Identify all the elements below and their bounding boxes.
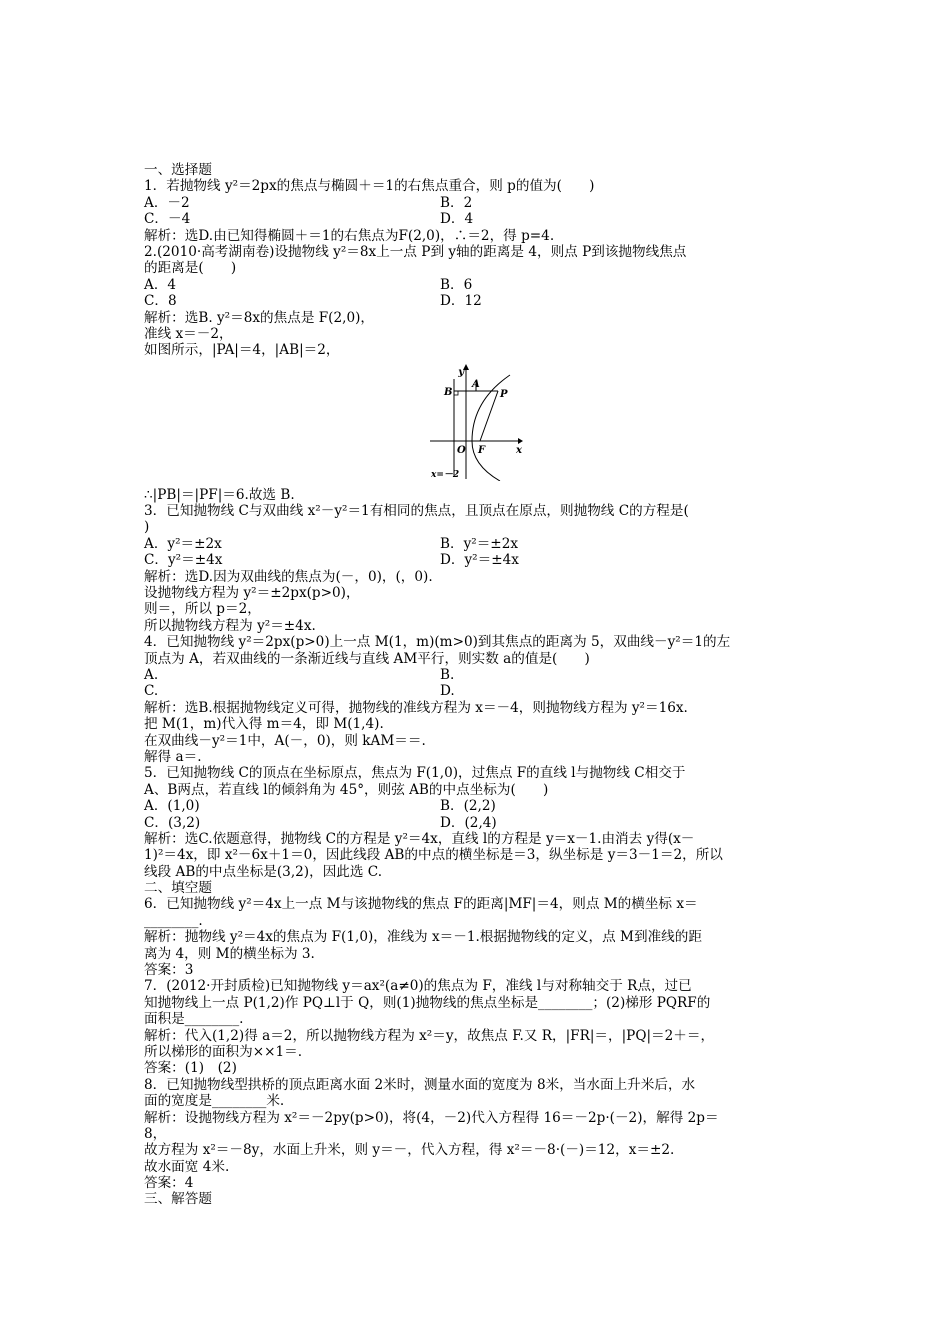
options-row <box>144 683 814 699</box>
option-a: A. <box>144 666 159 683</box>
options-row <box>144 552 814 568</box>
option-b: B．6 <box>440 276 473 293</box>
answer-line: 答案：4 <box>144 1175 194 1192</box>
option-c: C．(3,2) <box>144 814 201 831</box>
solution-line: 离为 4，则 M的横坐标为 3. <box>144 945 315 962</box>
solution-line: 解析：选B. y²＝8x的焦点是 F(2,0)， <box>144 309 374 326</box>
question-8-cont: 面的宽度是________米. <box>144 1093 285 1110</box>
parabola-diagram <box>428 361 524 481</box>
solution-line: 解析：选D.因为双曲线的焦点为(－，0)，(，0). <box>144 568 433 585</box>
option-c: C．8 <box>144 293 177 310</box>
option-d: D．(2,4) <box>440 814 497 831</box>
document-body <box>144 162 814 1208</box>
solution-line: 在双曲线－y²＝1中，A(－，0)，则 kAM＝＝. <box>144 732 426 749</box>
solution-line: 准线 x＝－2， <box>144 325 233 342</box>
option-d: D. <box>440 683 455 700</box>
question-7-cont: 知抛物线上一点 P(1,2)作 PQ⊥l于 Q，则(1)抛物线的焦点坐标是________；(2)梯形 PQRF的 <box>144 994 711 1011</box>
question-4-cont: 顶点为 A，若双曲线的一条渐近线与直线 AM平行，则实数 a的值是( ) <box>144 650 590 667</box>
question-1: 1．若抛物线 y²＝2px的焦点与椭圆＋＝1的右焦点重合，则 p的值为( ) <box>144 178 595 195</box>
options-row <box>144 277 814 293</box>
solution-line: 如图所示，|PA|＝4，|AB|＝2， <box>144 342 340 359</box>
solution-line: 1)²＝4x，即 x²－6x＋1＝0，因此线段 AB的中点的横坐标是＝3，纵坐标是 y＝3－1＝2，所以 <box>144 847 723 864</box>
label-b: B <box>444 386 453 398</box>
question-6: 6．已知抛物线 y²＝4x上一点 M与该抛物线的焦点 F的距离|MF|＝4，则点 M的横坐标 x＝ <box>144 896 698 913</box>
option-a: A．4 <box>144 276 177 293</box>
solution-line: 解析：抛物线 y²＝4x的焦点为 F(1,0)，准线为 x＝－1.根据抛物线的定义，点 M到准线的距 <box>144 929 702 946</box>
option-c: C．y²＝±4x <box>144 552 223 569</box>
section-heading: 一、选择题 <box>144 162 212 178</box>
solution-line: 解析：选D.由已知得椭圆＋＝1的右焦点为F(2,0)，∴＝2，得 p=4. <box>144 227 555 244</box>
solution-line: 设抛物线方程为 y²＝±2px(p>0)， <box>144 585 360 602</box>
solution-line: 8， <box>144 1125 167 1142</box>
option-b: B. <box>440 666 455 683</box>
label-x: x <box>516 444 522 456</box>
answer-line: 答案：3 <box>144 962 194 979</box>
label-y: y <box>458 366 464 378</box>
solution-line: 把 M(1，m)代入得 m＝4，即 M(1,4). <box>144 716 384 733</box>
options-row <box>144 815 814 831</box>
right-angle-mark <box>454 391 458 395</box>
solution-line: 故水面宽 4米. <box>144 1158 230 1175</box>
label-f: F <box>478 444 486 456</box>
options-row <box>144 293 814 309</box>
options-row <box>144 798 814 814</box>
label-o: O <box>457 444 466 456</box>
segment-pf <box>480 391 498 441</box>
options-row <box>144 536 814 552</box>
label-a: A <box>472 378 480 390</box>
option-a: A．(1,0) <box>144 798 200 815</box>
option-d: D．y²＝±4x <box>440 552 519 569</box>
solution-line: 所以抛物线方程为 y²＝±4x. <box>144 617 316 634</box>
options-row <box>144 195 814 211</box>
options-row <box>144 667 814 683</box>
option-c: C．－4 <box>144 211 191 228</box>
solution-line: 线段 AB的中点坐标是(3,2)，因此选 C. <box>144 863 383 880</box>
label-directrix: x=－2 <box>431 469 460 480</box>
option-b: B．2 <box>440 194 473 211</box>
option-b: B．(2,2) <box>440 798 496 815</box>
option-c: C. <box>144 683 159 700</box>
question-5-cont: A、B两点，若直线 l的倾斜角为 45°，则弦 AB的中点坐标为( ) <box>144 781 549 798</box>
question-7: 7．(2012·开封质检)已知抛物线 y＝ax²(a≠0)的焦点为 F，准线 l与对称轴交于 R点，过已 <box>144 978 692 995</box>
question-4: 4．已知抛物线 y²＝2px(p>0)上一点 M(1，m)(m>0)到其焦点的距离为 5，双曲线－y²＝1的左 <box>144 634 731 651</box>
solution-line: 则＝，所以 p＝2， <box>144 601 261 618</box>
solution-line: ∴|PB|＝|PF|＝6.故选 B. <box>144 486 295 503</box>
x-axis-arrow <box>518 438 523 444</box>
solution-line: 解析：代入(1,2)得 a＝2，所以抛物线方程为 x²＝y，故焦点 F.又 R，|FR|＝，|PQ|＝2＋＝， <box>144 1027 715 1044</box>
question-8: 8．已知抛物线型拱桥的顶点距离水面 2米时，测量水面的宽度为 8米，当水面上升米后，水 <box>144 1076 696 1093</box>
question-2: 2.(2010·高考湖南卷)设抛物线 y²＝8x上一点 P到 y轴的距离是 4，则点 P到该抛物线焦点 <box>144 243 687 260</box>
question-5: 5．已知抛物线 C的顶点在坐标原点，焦点为 F(1,0)，过焦点 F的直线 l与抛物线 C相交于 <box>144 765 686 782</box>
solution-line: 解析：设抛物线方程为 x²＝－2py(p>0)，将(4，－2)代入方程得 16＝－2p·(－2)，解得 2p＝ <box>144 1109 719 1126</box>
solution-line: 所以梯形的面积为××1＝. <box>144 1043 303 1060</box>
label-p: P <box>500 388 508 400</box>
section-heading: 二、填空题 <box>144 880 212 897</box>
options-row <box>144 211 814 227</box>
solution-line: 解得 a＝. <box>144 748 202 765</box>
question-6-cont: ________. <box>144 912 203 929</box>
answer-line: 答案：(1) (2) <box>144 1060 237 1077</box>
option-d: D．12 <box>440 293 482 310</box>
solution-line: 解析：选C.依题意得，抛物线 C的方程是 y²＝4x，直线 l的方程是 y＝x－1.由消去 y得(x－ <box>144 830 695 847</box>
question-7-cont: 面积是________. <box>144 1011 244 1028</box>
question-2-cont: 的距离是( ) <box>144 260 237 277</box>
solution-line: 故方程为 x²＝－8y，水面上升米，则 y＝－，代入方程，得 x²＝－8·(－)＝12，x＝±2. <box>144 1142 675 1159</box>
option-a: A．－2 <box>144 194 190 211</box>
question-3: 3．已知抛物线 C与双曲线 x²－y²＝1有相同的焦点，且顶点在原点，则抛物线 C的方程是( <box>144 503 689 520</box>
option-b: B．y²＝±2x <box>440 535 519 552</box>
option-d: D．4 <box>440 211 474 228</box>
solution-line: 解析：选B.根据抛物线定义可得，抛物线的准线方程为 x＝－4，则抛物线方程为 y²＝16x. <box>144 699 688 716</box>
question-3-cont: ) <box>144 519 150 536</box>
option-a: A．y²＝±2x <box>144 535 222 552</box>
section-heading: 三、解答题 <box>144 1191 212 1208</box>
parabola-figure <box>144 359 814 487</box>
